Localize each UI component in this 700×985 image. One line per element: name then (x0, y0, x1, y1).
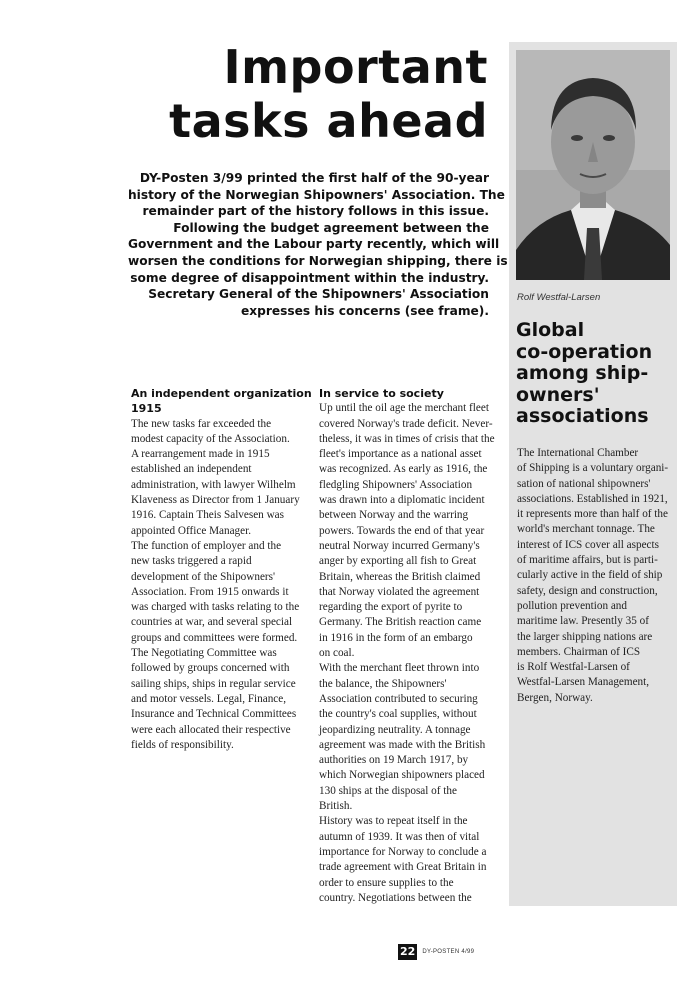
text-line: new tasks triggered a rapid (131, 555, 252, 568)
sidebar-title-line: associations (516, 405, 649, 427)
text-line: development of the Shipowners' (131, 570, 276, 583)
text-line: Germany. The British reaction came (319, 616, 482, 629)
intro-line: remainder part of the history follows in this issue. (142, 204, 489, 219)
text-line: Bergen, Norway. (517, 691, 593, 704)
text-line: autumn of 1939. It was then of vital (319, 830, 480, 843)
sidebar-title (516, 320, 652, 428)
text-line: administration, with lawyer Wilhelm (131, 478, 296, 491)
text-line: and motor vessels. Legal, Finance, (131, 692, 287, 705)
sidebar-title-line: among ship- (516, 362, 649, 384)
text-line: on coal. (319, 647, 355, 660)
text-line: Association. From 1915 onwards it (131, 585, 289, 598)
middle-column (319, 386, 494, 906)
title-line-2: tasks ahead (169, 94, 488, 148)
text-line: country. Negotiations between the (319, 891, 472, 904)
text-line: A rearrangement made in 1915 (131, 448, 270, 461)
intro-line: Secretary General of the Shipowners' Association (148, 287, 489, 302)
text-line: covered Norway's trade deficit. Never- (319, 417, 493, 430)
text-line: followed by groups concerned with (131, 662, 290, 675)
page-number: 22 (400, 945, 416, 958)
intro-paragraph (128, 170, 508, 319)
text-line: world's merchant tonnage. The (517, 523, 655, 536)
section-heading: In service to society (319, 387, 444, 400)
text-line: associations. Established in 1921, (517, 492, 668, 505)
text-line: agreement was made with the British (319, 738, 486, 751)
text-line: interest of ICS cover all aspects (517, 538, 659, 551)
text-line: of Shipping is a voluntary organi- (517, 462, 669, 475)
sidebar-title-line: Global (516, 319, 585, 341)
text-line: established an independent (131, 463, 252, 476)
text-line: powers. Towards the end of that year (319, 524, 485, 537)
text-line: History was to repeat itself in the (319, 815, 468, 828)
text-line: neutral Norway incurred Germany's (319, 539, 480, 552)
intro-line: some degree of disappointment within the industry. (130, 270, 489, 285)
text-line: appointed Office Manager. (131, 524, 252, 537)
portrait-photo (516, 50, 670, 280)
section-heading-year: 1915 (131, 402, 162, 416)
sidebar-body (517, 446, 675, 706)
text-line: Up until the oil age the merchant fleet (319, 402, 489, 415)
page-footer (398, 944, 474, 960)
intro-line: worsen the conditions for Norwegian shipping, there is (128, 253, 508, 268)
text-line: the larger shipping nations are (517, 630, 653, 643)
sidebar-title-line: co-operation (516, 340, 653, 363)
text-line: regarding the export of pyrite to (319, 601, 463, 614)
text-line: the balance, the Shipowners' (319, 677, 447, 690)
text-line: which Norwegian shipowners placed (319, 769, 485, 782)
text-line: were each allocated their respective (131, 723, 291, 736)
text-line: that Norway violated the agreement (319, 585, 480, 598)
text-line: fledgling Shipowners' Association (319, 478, 473, 491)
text-line: 1916. Captain Theis Salvesen was (131, 509, 284, 522)
left-column (131, 386, 312, 753)
intro-line: Following the budget agreement between the (173, 220, 489, 235)
text-line: sation of national shipowners' (517, 477, 651, 490)
text-line: The International Chamber (517, 447, 639, 459)
text-line: safety, design and construction, (517, 584, 658, 597)
text-line: countries at war, and several special (131, 616, 293, 629)
middle-column-body (319, 401, 494, 906)
text-line: Westfal-Larsen Management, (517, 676, 650, 689)
text-line: fields of responsibility. (131, 738, 234, 751)
text-line: The function of employer and the (131, 539, 282, 552)
text-line: With the merchant fleet thrown into (319, 662, 480, 675)
text-line: British. (319, 800, 353, 813)
intro-line: history of the Norwegian Shipowners' Association. The (128, 187, 505, 202)
intro-line: DY-Posten 3/99 printed the first half of the 90-year (139, 171, 489, 185)
text-line: Klaveness as Director from 1 January (131, 494, 300, 507)
text-line: is Rolf Westfal-Larsen of (517, 661, 630, 674)
text-line: the country's coal supplies, without (319, 708, 477, 721)
text-line: sailing ships, ships in regular service (131, 677, 296, 690)
text-line: importance for Norway to conclude a (319, 845, 487, 858)
text-line: of maritime affairs, but is parti- (517, 554, 658, 567)
photo-caption: Rolf Westfal-Larsen (517, 292, 601, 303)
text-line: was recognized. As early as 1916, the (319, 463, 488, 476)
text-line: in 1916 in the form of an embargo (319, 631, 473, 644)
sidebar-title-line: owners' (516, 383, 600, 406)
text-line: authorities on 19 March 1917, by (319, 754, 469, 767)
title-line-1: Important (223, 40, 488, 94)
text-line: Insurance and Technical Committees (131, 708, 297, 721)
text-line: pollution prevention and (517, 599, 627, 612)
text-line: 130 ships at the disposal of the (319, 784, 457, 797)
intro-line: Government and the Labour party recently, which will (128, 237, 500, 252)
text-line: Association contributed to securing (319, 692, 478, 705)
text-line: maritime law. Presently 35 of (517, 615, 649, 628)
text-line: it represents more than half of the (517, 508, 668, 521)
text-line: was drawn into a diplomatic incident (319, 494, 485, 507)
portrait-image (516, 50, 670, 280)
text-line: theless, it was in times of crisis that the (319, 432, 495, 445)
text-line: The Negotiating Committee was (131, 647, 277, 660)
text-line: order to ensure supplies to the (319, 876, 454, 889)
section-heading: An independent organization (131, 387, 312, 400)
text-line: members. Chairman of ICS (517, 645, 641, 658)
text-line: anger by exporting all fish to Great (319, 555, 477, 568)
article-title (169, 40, 488, 148)
text-line: groups and committees were formed. (131, 631, 298, 644)
intro-line: expresses his concerns (see frame). (241, 303, 489, 318)
text-line: Britain, whereas the British claimed (319, 570, 481, 583)
left-column-body (131, 417, 306, 754)
text-line: modest capacity of the Association. (131, 432, 290, 445)
text-line: jeopardizing neutrality. A tonnage (319, 723, 471, 736)
text-line: fleet's importance as a national asset (319, 448, 482, 461)
publication-label: DY-POSTEN 4/99 (422, 949, 475, 955)
text-line: trade agreement with Great Britain in (319, 861, 487, 874)
text-line: was charged with tasks relating to the (131, 601, 300, 614)
text-line: between Norway and the warring (319, 509, 469, 522)
text-line: cularly active in the field of ship (517, 569, 663, 582)
text-line: The new tasks far exceeded the (131, 417, 272, 430)
